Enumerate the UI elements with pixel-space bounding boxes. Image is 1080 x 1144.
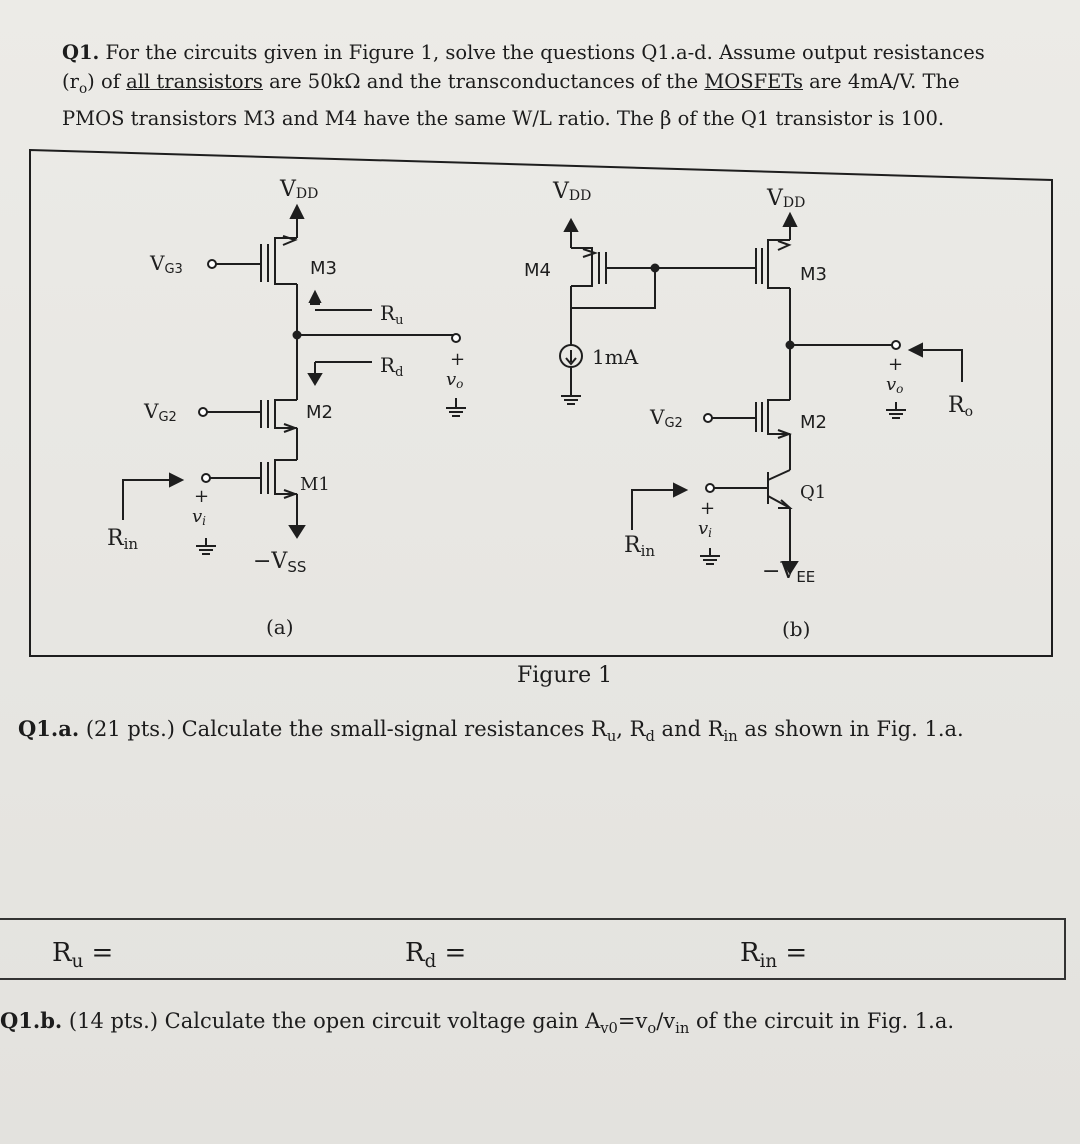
a-vss-label: −VSS [253, 549, 307, 576]
a-vi-plus: + [194, 486, 210, 507]
underlined-mosfets: MOSFETs [704, 70, 803, 93]
a-vo-ground-icon [446, 398, 466, 416]
a-vi-ground-icon [196, 538, 216, 554]
answer-rin[interactable]: $R_{in}$ = [740, 938, 808, 973]
b-m2-drain-source [768, 400, 790, 434]
answer-ru[interactable]: $R_u$ = [52, 938, 114, 973]
b-vi-terminal [706, 484, 714, 492]
underlined-all-transistors: all transistors [126, 70, 263, 93]
b-m3-drain-source [768, 240, 790, 288]
b-rin-label: Rin [624, 533, 656, 560]
a-vdd-label: VDD [280, 177, 319, 202]
a-rd-arrow-icon [309, 374, 321, 384]
b-vo-plus: + [888, 354, 904, 375]
b-vdd-label-2: VDD [767, 186, 806, 211]
a-vo-plus: + [450, 349, 466, 370]
answer-rd[interactable]: $R_d$ = [405, 938, 467, 973]
b-q1-arrow-icon [778, 500, 790, 508]
b-ro-label: Ro [948, 393, 974, 420]
b-vo-ground-icon [886, 402, 906, 418]
b-rin-arrow-icon [674, 484, 686, 496]
b-vi-plus: + [700, 498, 716, 519]
question-1a: Q1.a. (21 pts.) Calculate the small-signal resistances $R_u$, $R_d$ and $R_{in}$ as shown in Fig. 1.a. [18, 716, 964, 746]
figure-frame [30, 150, 1052, 656]
a-vdd-arrow-icon [291, 206, 303, 218]
a-vo-label: vo [446, 369, 464, 391]
b-q1-collector-emitter [768, 470, 790, 508]
a-vi-label: vi [192, 506, 207, 528]
b-vi-label: vi [698, 518, 713, 540]
b-m4-gate-lead [606, 252, 756, 284]
a-rin-arrow-icon [170, 474, 182, 486]
a-m1-gate-lead [210, 462, 261, 494]
b-m4-arrow-icon [583, 249, 595, 257]
b-vee-label: −VEE [762, 559, 816, 586]
b-m3-label: M3 [800, 264, 827, 285]
figure-caption: Figure 1 [517, 663, 613, 688]
answer-box[interactable] [0, 918, 1066, 980]
b-m4-vdd-arrow-icon [565, 220, 577, 231]
a-rd-label: $R_d$ [380, 353, 404, 380]
b-m4-drain-source [571, 248, 592, 286]
b-caption: (b) [782, 617, 811, 641]
a-vo-terminal [452, 334, 460, 342]
question-line-1: Q1. For the circuits given in Figure 1, solve the questions Q1.a-d. Assume output resistances [62, 41, 985, 64]
a-m2-gate-lead [207, 400, 261, 428]
a-rin-label: Rin [107, 526, 139, 553]
b-vg2-label: VG2 [650, 405, 683, 431]
b-diode-connection [571, 268, 655, 308]
a-vg3-label: VG3 [150, 251, 183, 277]
question-number: Q1. [62, 41, 100, 64]
b-ground-1-icon [561, 367, 581, 404]
a-vg3-terminal [208, 260, 216, 268]
b-ro-line [920, 350, 962, 382]
b-vi-ground-icon [700, 548, 720, 564]
question-1b: Q1.b. (14 pts.) Calculate the open circuit voltage gain $A_{v0}=v_o/v_{in}$ of the circuit in Fig. 1.a. [0, 1008, 955, 1038]
b-m3-vdd-arrow-icon [784, 214, 796, 226]
a-caption: (a) [266, 615, 294, 639]
a-vi-terminal [202, 474, 210, 482]
b-q1-label: Q1 [800, 482, 827, 503]
question-line-3: PMOS transistors M3 and M4 have the same W/L ratio. The β of the Q1 transistor is 100. [62, 106, 945, 130]
a-m1-label: M1 [300, 474, 330, 495]
a-vg2-terminal [199, 408, 207, 416]
b-vo-label: vo [886, 374, 904, 396]
a-m3-label: M3 [310, 258, 337, 279]
b-m4-label: M4 [524, 260, 551, 281]
a-m2-label: M2 [306, 402, 333, 423]
b-rin-line [632, 490, 676, 530]
b-vo-terminal [892, 341, 900, 349]
a-ru-label: $R_u$ [380, 301, 404, 328]
a-vss-arrow-icon [290, 526, 304, 537]
a-m3-drain-source [275, 238, 297, 284]
a-rd-line [315, 362, 372, 375]
a-m3-gate-lead [216, 244, 261, 282]
a-rin-line [123, 480, 172, 520]
b-vdd-label-1: VDD [553, 179, 592, 204]
b-ro-arrow-icon [910, 344, 922, 356]
b-m3-arrow-icon [778, 241, 789, 250]
b-m2-gate-lead [712, 402, 756, 432]
a-vg2-label: VG2 [144, 399, 177, 425]
b-m2-label: M2 [800, 412, 827, 433]
b-vg2-terminal [704, 414, 712, 422]
a-m1-drain-source [275, 460, 297, 494]
question-line-2: $(r_o)$ of all transistors are 50kΩ and the transconductances of the MOSFETs are 4mA/V. The [62, 70, 960, 97]
b-source-label: 1mA [592, 345, 639, 369]
